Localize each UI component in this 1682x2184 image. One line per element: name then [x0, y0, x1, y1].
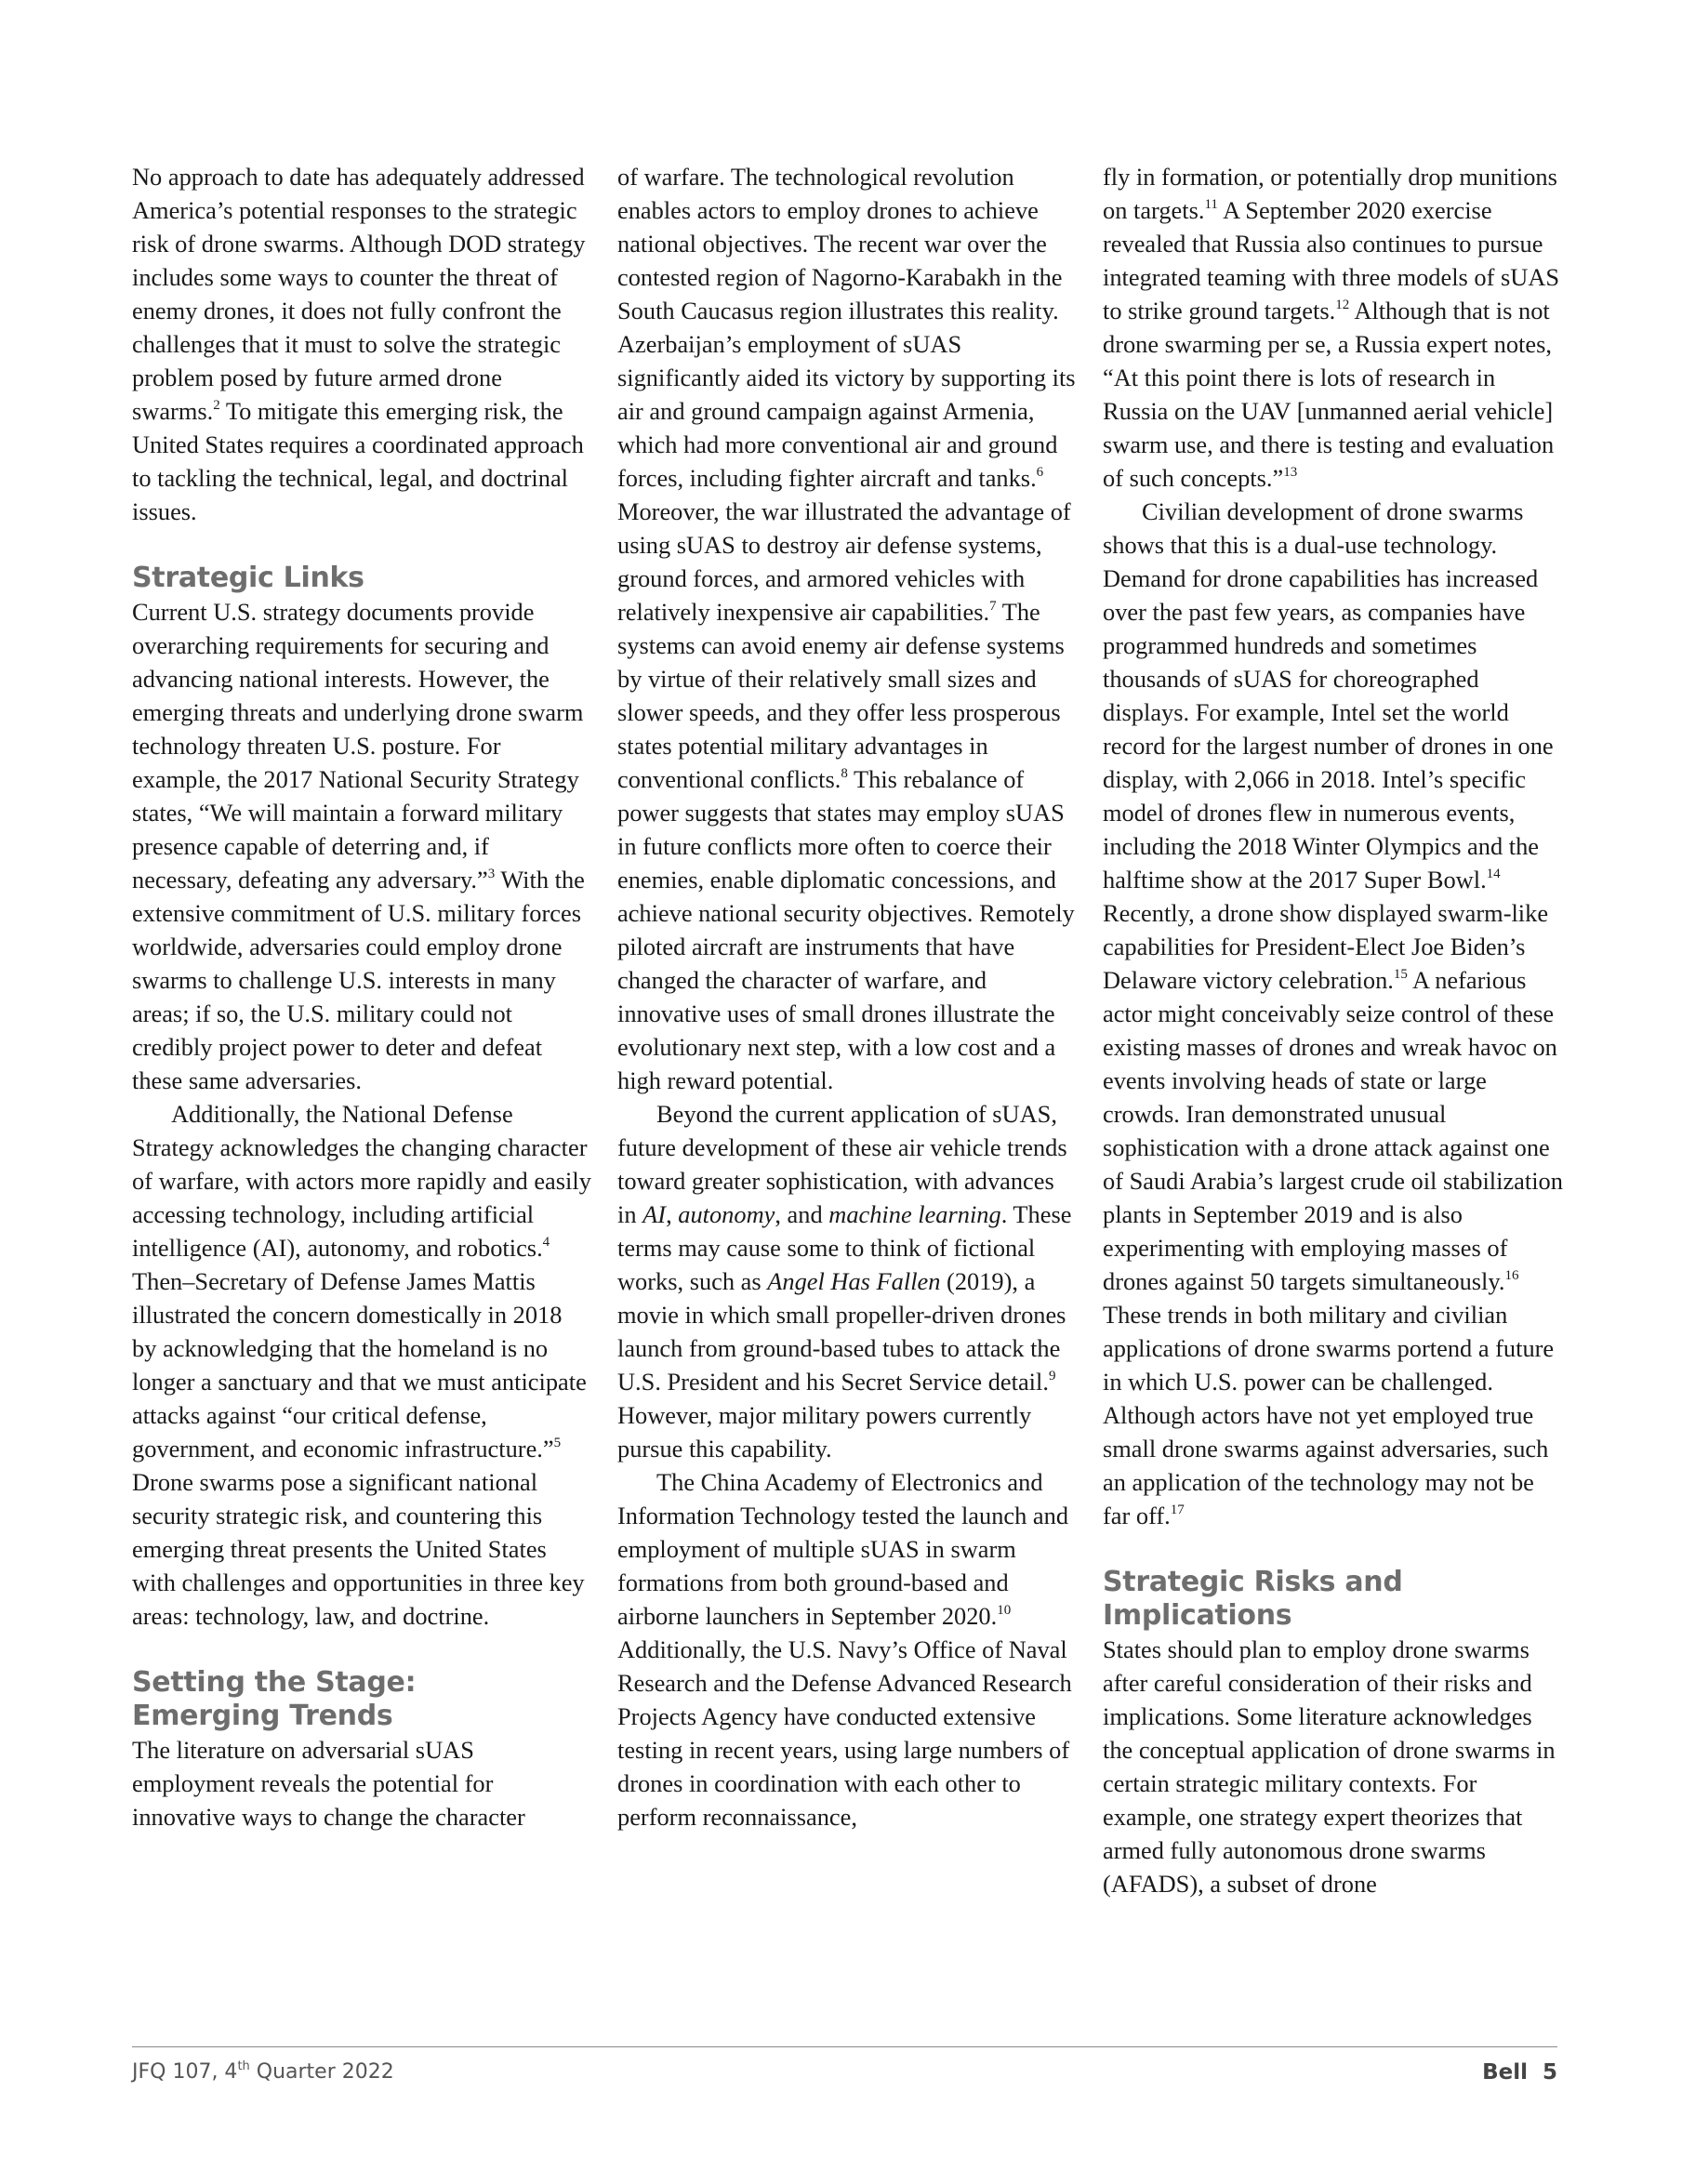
italic-term: machine learning: [828, 1200, 1001, 1228]
paragraph-beyond: Beyond the current application of sUAS, future development of these air vehicle trends toward greater sophistication, with advances in AI, autonomy, and machine learning. These terms may cause some to think of fictional works, such as Angel Has Fallen (2019), a movie in which small propeller-driven drones launch from ground-based tubes to attack the U.S. President and his Secret Service detail.$^9$ However, major military powers currently pursue this capability.: [617, 1100, 1072, 1463]
footnote-ref: 6: [1036, 465, 1044, 480]
movie-title: Angel Has Fallen: [767, 1267, 941, 1295]
text-column-1: [132, 160, 592, 1833]
section-heading-strategic-risks: Strategic Risks and Implications: [1103, 1566, 1403, 1632]
footnote-ref: 7: [989, 599, 997, 614]
paragraph-risks: States should plan to employ drone swarms after careful consideration of their risks and implications. Some literature acknowledges the conceptual application of drone swarms in certain strategic military contexts. For example, one strategy expert theorizes that armed fully autonomous drone swarms (AFADS), a subset of drone: [1103, 1635, 1556, 1898]
footnote-ref: 17: [1170, 1502, 1185, 1517]
section-heading-strategic-links: Strategic Links: [132, 562, 364, 594]
paragraph-literature: The literature on adversarial sUAS employment reveals the potential for innovative ways to change the character: [132, 1736, 525, 1831]
text-column-2: [617, 160, 1078, 1833]
footnote-ref: 14: [1486, 867, 1501, 881]
footnote-ref: 16: [1504, 1268, 1519, 1283]
paragraph-warfare: of warfare. The technological revolution enables actors to employ drones to achieve national objectives. The recent war over the contested region of Nagorno-Karabakh in the South Caucasus region illustrates this reality. Azerbaijan’s employment of sUAS significantly aided its victory by supporting its air and ground campaign against Armenia, which had more conventional air and ground forces, including fighter aircraft and tanks.$^6$ Moreover, the war illustrated the advantage of using sUAS to destroy air defense systems, ground forces, and armored vehicles with relatively inexpensive air capabilities.$^7$ The systems can avoid enemy air defense systems by virtue of their relatively small sizes and slower speeds, and they offer less prosperous states potential military advantages in conventional conflicts.$^8$ This rebalance of power suggests that states may employ sUAS in future conflicts more often to coerce their enemies, enable diplomatic concessions, and achieve national security objectives. Remotely piloted aircraft are instruments that have changed the character of warfare, and innovative uses of small drones illustrate the evolutionary next step, with a low cost and a high reward potential.: [617, 163, 1076, 1094]
footnote-ref: 12: [1335, 298, 1350, 312]
paragraph-china: The China Academy of Electronics and Information Technology tested the launch and employment of multiple sUAS in swarm formations from both ground-based and airborne launchers in September 2020.10 Additionally, the U.S. Navy’s Office of Naval Research and the Defense Advanced Research Projects Agency have conducted extensive testing in recent years, using large numbers of drones in coordination with each other to perform reconnaissance,: [617, 1468, 1072, 1831]
footnote-ref: 4: [542, 1235, 550, 1250]
footer-author: Bell: [1482, 2060, 1528, 2085]
footnote-ref: 5: [553, 1436, 562, 1450]
footer-rule: [132, 2046, 1557, 2047]
italic-term: AI: [642, 1200, 667, 1228]
text-column-3: [1103, 160, 1563, 1900]
page-number: 5: [1542, 2060, 1557, 2085]
footnote-ref: 15: [1393, 967, 1408, 982]
footnote-ref: 9: [1048, 1369, 1056, 1383]
footnote-ref: 11: [1204, 197, 1218, 212]
paragraph-intro: No approach to date has adequately addressed America’s potential responses to the strategic risk of drone swarms. Although DOD strategy includes some ways to counter the threat of enemy drones, it does not fully confront the challenges that it must to solve the strategic problem posed by future armed drone swarms.$^2$ To mitigate this emerging risk, the United States requires a coordinated approach to tackling the technical, legal, and doctrinal issues.: [132, 163, 586, 525]
footer-journal-citation: JFQ 107, 4th Quarter 2022: [132, 2059, 394, 2084]
paragraph-additionally: Additionally, the National Defense Strategy acknowledges the changing character of warfare, with actors more rapidly and easily accessing technology, including artificial intelligence (AI), autonomy, and robotics.$^4$ Then–Secretary of Defense James Mattis illustrated the concern domestically in 2018 by acknowledging that the homeland is no longer a sanctuary and that we must anticipate attacks against “our critical defense, government, and economic infrastructure.”$^5$ Drone swarms pose a significant national security strategic risk, and countering this emerging threat presents the United States with challenges and opportunities in three key areas: technology, law, and doctrine.: [132, 1100, 591, 1630]
footnote-ref: 8: [841, 766, 848, 781]
paragraph-strategic-links: Current U.S. strategy documents provide overarching requirements for securing and advancing national interests. However, the emerging threats and underlying drone swarm technology threaten U.S. posture. For example, the 2017 National Security Strategy states, “We will maintain a forward military presence capable of deterring and, if necessary, defeating any adversary.”$^3$ With the extensive commitment of U.S. military forces worldwide, adversaries could employ drone swarms to challenge U.S. interests in many areas; if so, the U.S. military could not credibly project power to deter and defeat these same adversaries.: [132, 598, 585, 1094]
paragraph-fly: fly in formation, or potentially drop munitions on targets.$^{11}$ A September 2020 exercise revealed that Russia also continues to pursue integrated teaming with three models of sUAS to strike ground targets.$^{12}$ Although that is not drone swarming per se, a Russia expert notes, “At this point there is lots of research in Russia on the UAV [unmanned aerial vehicle] swarm use, and there is testing and evaluation of such concepts.”$^{13}$: [1103, 163, 1560, 492]
footnote-ref: 10: [997, 1603, 1012, 1618]
footer-author-page: [1482, 2060, 1557, 2085]
footnote-ref: 3: [487, 867, 496, 881]
footnote-ref: 2: [213, 398, 220, 413]
section-heading-setting-the-stage: Setting the Stage: Emerging Trends: [132, 1666, 417, 1732]
footnote-ref: 13: [1283, 465, 1298, 480]
paragraph-civilian: Civilian development of drone swarms shows that this is a dual-use technology. Demand for drone capabilities has increased over the past few years, as companies have programmed hundreds and sometimes thousands of sUAS for choreographed displays. For example, Intel set the world record for the largest number of drones in one display, with 2,066 in 2018. Intel’s specific model of drones flew in numerous events, including the 2018 Winter Olympics and the halftime show at the 2017 Super Bowl.$^{14}$ Recently, a drone show displayed swarm-like capabilities for President-Elect Joe Biden’s Delaware victory celebration.$^{15}$ A nefarious actor might conceivably seize control of these existing masses of drones and wreak havoc on events involving heads of state or large crowds. Iran demonstrated unusual sophistication with a drone attack against one of Saudi Arabia’s largest crude oil stabilization plants in September 2019 and is also experimenting with employing masses of drones against 50 targets simultaneously.$^{16}$ These trends in both military and civilian applications of drone swarms portend a future in which U.S. power can be challenged. Although actors have not yet employed true small drone swarms against adversaries, such an application of the technology may not be far off.$^{17}$: [1103, 497, 1563, 1529]
italic-term: autonomy: [678, 1200, 775, 1228]
